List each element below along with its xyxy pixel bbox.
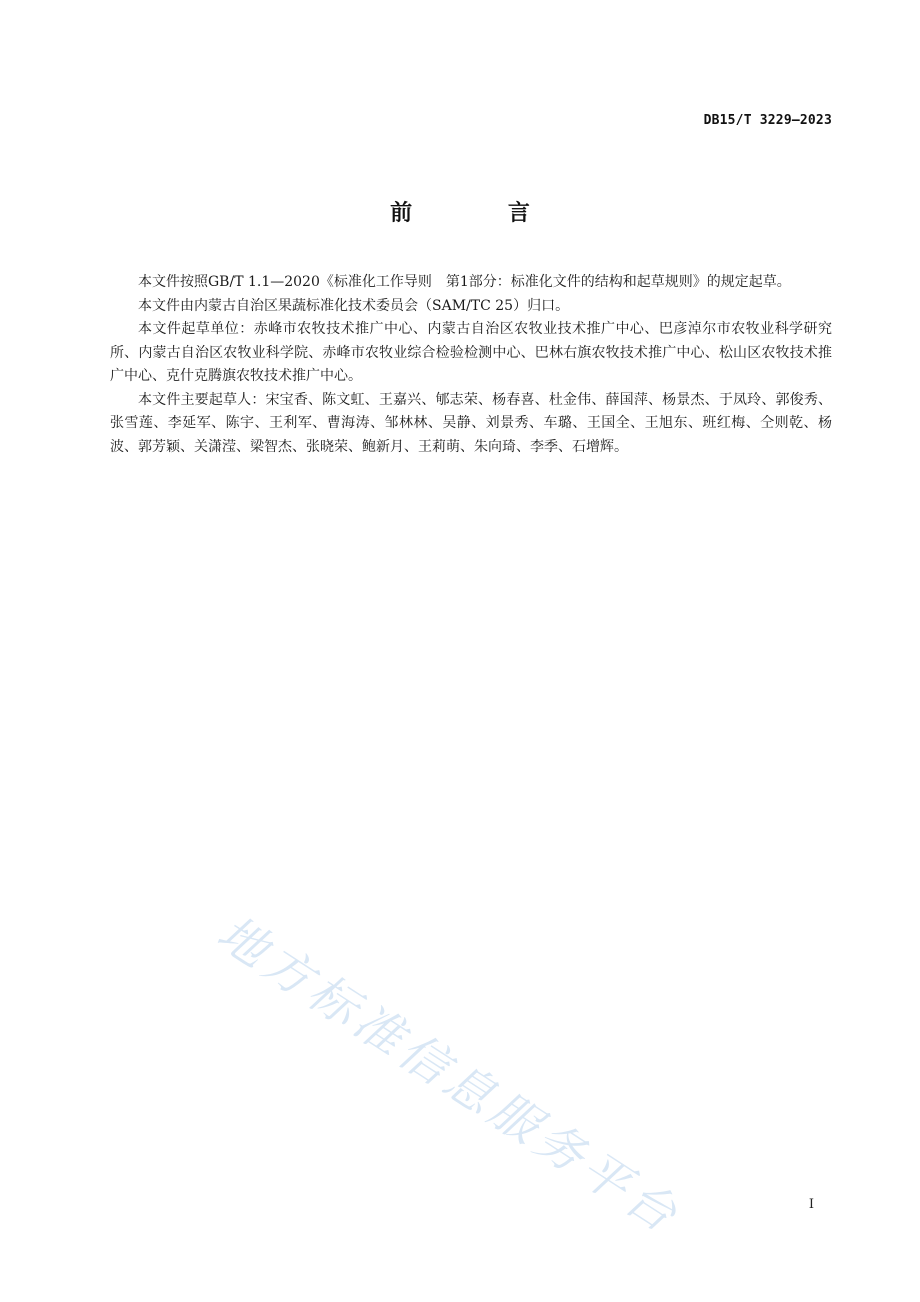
paragraph-committee: 本文件由内蒙古自治区果蔬标准化技术委员会（SAM/TC 25）归口。 bbox=[138, 297, 570, 314]
paragraph-drafting-rules: 本文件按照GB/T 1.1—2020《标准化工作导则 第1部分：标准化文件的结构和起草规则》的规定起草。 bbox=[138, 274, 791, 290]
page-number: I bbox=[808, 1197, 814, 1212]
paragraph-drafting-units: 本文件起草单位：赤峰市农牧技术推广中心、内蒙古自治区农牧业技术推广中心、巴彦淖尔市农牧业科学研究所、内蒙古自治区农牧业科学院、赤峰市农牧业综合检验检测中心、巴林右旗农牧技术推广中心、松山区农牧技术推广中心、克什克腾旗农牧技术推广中心。 bbox=[110, 321, 832, 384]
watermark: 地方标准信息服务平台 bbox=[207, 904, 691, 1246]
document-code: DB15/T 3229—2023 bbox=[703, 113, 832, 128]
paragraph-drafters: 本文件主要起草人：宋宝香、陈文虹、王嘉兴、郇志荣、杨春喜、杜金伟、薛国萍、杨景杰、于凤玲、郭俊秀、张雪莲、李延军、陈宇、王利军、曹海涛、邹林林、吴静、刘景秀、车璐、王国全、王旭东、班红梅、仝则乾、杨波、郭芳颖、关潇滢、梁智杰、张晓荣、鲍新月、王莉萌、朱向琦、李季、石增辉。 bbox=[110, 391, 832, 455]
preface-body bbox=[110, 271, 832, 459]
preface-heading: 前 言 bbox=[390, 201, 574, 226]
